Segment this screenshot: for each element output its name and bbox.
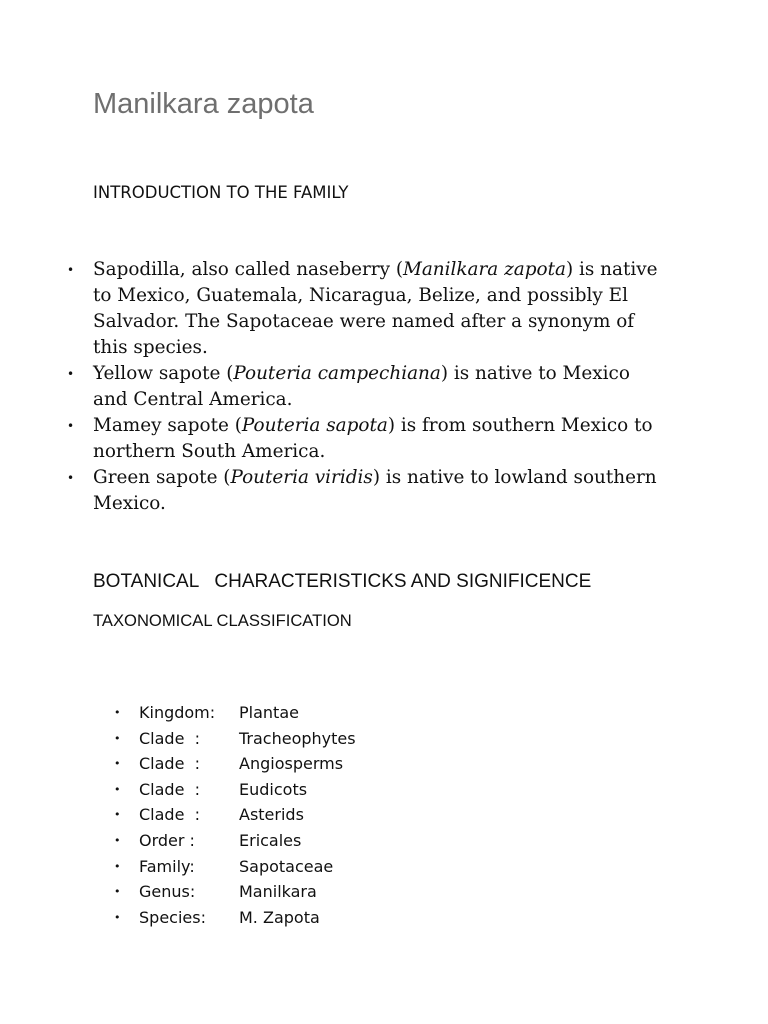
- taxonomy-row: [114, 879, 356, 905]
- taxonomy-value: Sapotaceae: [239, 856, 334, 876]
- taxonomy-value: Manilkara: [239, 882, 317, 902]
- list-item: • Mamey sapote (Pouteria sapota) is from southern Mexico to northern South America.: [67, 413, 667, 465]
- list-item: • Sapodilla, also called naseberry (Manilkara zapota) is native to Mexico, Guatemala, Nicaragua, Belize, and possibly El Salvador. The Sapotaceae were named after a synonym of this species.: [67, 257, 667, 361]
- taxonomy-rank: Species:: [139, 907, 206, 927]
- taxonomy-row: [114, 905, 356, 931]
- taxonomy-value: Angiosperms: [239, 754, 344, 774]
- taxonomy-value: Ericales: [239, 830, 302, 850]
- taxonomy-rank: Clade :: [139, 728, 200, 748]
- list-item: • Green sapote (Pouteria viridis) is native to lowland southern Mexico.: [67, 465, 667, 517]
- taxonomy-value: Plantae: [239, 703, 299, 722]
- taxonomy-rank: Family:: [139, 856, 195, 876]
- taxonomy-value: M. Zapota: [239, 907, 320, 927]
- taxonomy-value: Tracheophytes: [239, 728, 356, 748]
- taxonomy-row: [114, 726, 356, 752]
- taxonomy-row: [114, 854, 356, 880]
- taxonomy-row: [114, 700, 356, 726]
- intro-list: [67, 257, 667, 517]
- taxonomy-value: Asterids: [239, 805, 304, 825]
- taxonomy-row: [114, 802, 356, 828]
- taxonomy-rank: Genus:: [139, 882, 196, 902]
- taxonomy-row: [114, 751, 356, 777]
- taxonomy-rank: Clade :: [139, 779, 200, 799]
- intro-heading: INTRODUCTION TO THE FAMILY: [93, 183, 349, 202]
- taxonomy-heading: TAXONOMICAL CLASSIFICATION: [93, 611, 352, 630]
- taxonomy-rank: Clade :: [139, 754, 200, 774]
- taxonomy-rank: Kingdom:: [139, 703, 216, 722]
- taxonomy-value: Eudicots: [239, 779, 308, 799]
- taxonomy-rank: Clade :: [139, 805, 200, 825]
- list-item: • Yellow sapote (Pouteria campechiana) is native to Mexico and Central America.: [67, 361, 667, 413]
- botanical-heading: BOTANICAL CHARACTERISTICKS AND SIGNIFICENCE: [93, 571, 592, 592]
- taxonomy-list: [114, 700, 356, 930]
- page-title: Manilkara zapota: [93, 88, 314, 120]
- taxonomy-row: [114, 828, 356, 854]
- taxonomy-rank: Order :: [139, 830, 195, 850]
- taxonomy-row: [114, 777, 356, 803]
